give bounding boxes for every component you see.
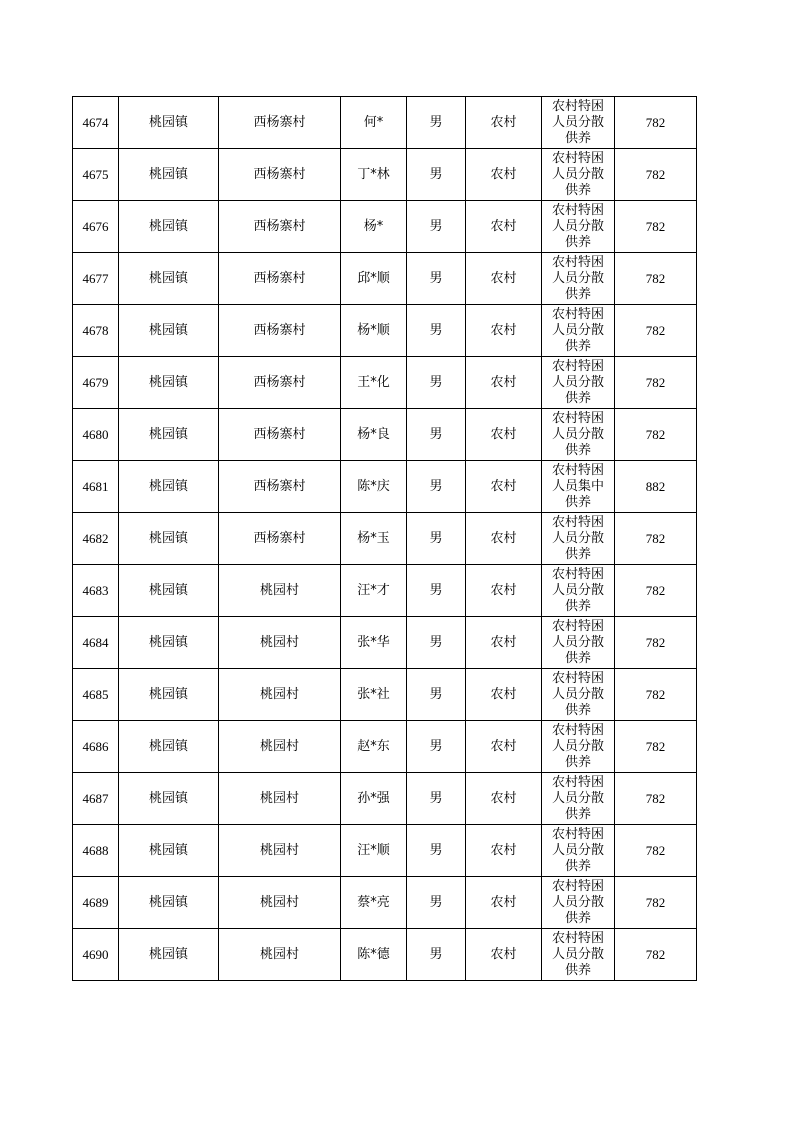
category-cell [542,253,615,305]
table-row [73,929,697,981]
village-cell: 桃园村 [219,617,341,669]
name-cell: 何* [341,97,407,149]
amount-cell: 782 [615,669,697,721]
category-cell [542,825,615,877]
area-cell: 农村 [466,461,542,513]
category-cell [542,773,615,825]
row-id-cell: 4683 [73,565,119,617]
gender-cell: 男 [407,825,466,877]
category-line: 人员分散 [551,686,604,702]
amount-cell: 782 [615,357,697,409]
town-cell: 桃园镇 [119,513,219,565]
row-id-cell: 4674 [73,97,119,149]
category-cell [542,929,615,981]
table-row [73,201,697,253]
category-line: 人员分散 [551,842,604,858]
category-line: 供养 [564,130,591,146]
gender-cell: 男 [407,305,466,357]
name-cell: 张*华 [341,617,407,669]
category-line: 供养 [564,806,591,822]
name-cell: 陈*庆 [341,461,407,513]
category-cell [542,721,615,773]
amount-cell: 782 [615,877,697,929]
village-cell: 西杨寨村 [219,357,341,409]
row-id-cell: 4684 [73,617,119,669]
gender-cell: 男 [407,513,466,565]
category-cell [542,877,615,929]
amount-cell: 782 [615,409,697,461]
category-line: 人员集中 [551,478,604,494]
amount-cell: 782 [615,565,697,617]
category-line: 农村特困 [551,462,604,478]
town-cell: 桃园镇 [119,149,219,201]
table-row [73,513,697,565]
category-line: 农村特困 [551,774,604,790]
town-cell: 桃园镇 [119,357,219,409]
category-line: 人员分散 [551,270,604,286]
table-row [73,253,697,305]
gender-cell: 男 [407,877,466,929]
village-cell: 西杨寨村 [219,201,341,253]
gender-cell: 男 [407,721,466,773]
category-line: 供养 [564,702,591,718]
category-cell [542,565,615,617]
row-id-cell: 4676 [73,201,119,253]
category-line: 农村特困 [551,254,604,270]
category-cell [542,149,615,201]
name-cell: 孙*强 [341,773,407,825]
town-cell: 桃园镇 [119,825,219,877]
amount-cell: 782 [615,305,697,357]
name-cell: 杨* [341,201,407,253]
category-line: 人员分散 [551,634,604,650]
gender-cell: 男 [407,201,466,253]
village-cell: 西杨寨村 [219,253,341,305]
town-cell: 桃园镇 [119,669,219,721]
area-cell: 农村 [466,877,542,929]
table-row [73,617,697,669]
row-id-cell: 4681 [73,461,119,513]
category-line: 供养 [564,962,591,978]
town-cell: 桃园镇 [119,929,219,981]
category-line: 供养 [564,390,591,406]
row-id-cell: 4675 [73,149,119,201]
gender-cell: 男 [407,97,466,149]
village-cell: 西杨寨村 [219,149,341,201]
village-cell: 桃园村 [219,669,341,721]
category-line: 人员分散 [551,738,604,754]
table-row [73,149,697,201]
category-line: 人员分散 [551,322,604,338]
table-row [73,565,697,617]
category-cell [542,201,615,253]
table-row [73,305,697,357]
gender-cell: 男 [407,253,466,305]
category-line: 农村特困 [551,514,604,530]
category-line: 人员分散 [551,114,604,130]
table-row [73,409,697,461]
category-line: 人员分散 [551,426,604,442]
town-cell: 桃园镇 [119,721,219,773]
category-line: 供养 [564,442,591,458]
amount-cell: 782 [615,773,697,825]
category-line: 供养 [564,286,591,302]
table-row [73,97,697,149]
category-line: 农村特困 [551,202,604,218]
name-cell: 杨*良 [341,409,407,461]
amount-cell: 782 [615,97,697,149]
records-table [72,96,697,981]
area-cell: 农村 [466,409,542,461]
town-cell: 桃园镇 [119,253,219,305]
area-cell: 农村 [466,357,542,409]
area-cell: 农村 [466,773,542,825]
category-line: 供养 [564,494,591,510]
category-cell [542,513,615,565]
row-id-cell: 4690 [73,929,119,981]
amount-cell: 782 [615,721,697,773]
name-cell: 杨*玉 [341,513,407,565]
category-line: 人员分散 [551,218,604,234]
village-cell: 西杨寨村 [219,97,341,149]
village-cell: 桃园村 [219,721,341,773]
town-cell: 桃园镇 [119,97,219,149]
category-cell [542,669,615,721]
village-cell: 桃园村 [219,773,341,825]
town-cell: 桃园镇 [119,565,219,617]
name-cell: 丁*林 [341,149,407,201]
amount-cell: 782 [615,825,697,877]
town-cell: 桃园镇 [119,773,219,825]
table-row [73,357,697,409]
amount-cell: 782 [615,253,697,305]
amount-cell: 782 [615,617,697,669]
table-row [73,669,697,721]
table-body [73,97,697,981]
category-line: 农村特困 [551,566,604,582]
town-cell: 桃园镇 [119,409,219,461]
row-id-cell: 4688 [73,825,119,877]
row-id-cell: 4677 [73,253,119,305]
town-cell: 桃园镇 [119,617,219,669]
table-row [73,877,697,929]
amount-cell: 782 [615,149,697,201]
category-line: 农村特困 [551,930,604,946]
village-cell: 桃园村 [219,825,341,877]
category-line: 供养 [564,650,591,666]
category-cell [542,461,615,513]
category-line: 人员分散 [551,946,604,962]
town-cell: 桃园镇 [119,877,219,929]
area-cell: 农村 [466,617,542,669]
gender-cell: 男 [407,409,466,461]
row-id-cell: 4686 [73,721,119,773]
gender-cell: 男 [407,357,466,409]
area-cell: 农村 [466,97,542,149]
category-line: 供养 [564,546,591,562]
area-cell: 农村 [466,513,542,565]
name-cell: 张*社 [341,669,407,721]
table-row [73,721,697,773]
category-line: 农村特困 [551,618,604,634]
village-cell: 桃园村 [219,929,341,981]
category-line: 人员分散 [551,374,604,390]
name-cell: 陈*德 [341,929,407,981]
town-cell: 桃园镇 [119,305,219,357]
category-cell [542,409,615,461]
category-line: 农村特困 [551,722,604,738]
gender-cell: 男 [407,617,466,669]
category-cell [542,617,615,669]
category-cell [542,97,615,149]
category-cell [542,357,615,409]
village-cell: 西杨寨村 [219,513,341,565]
name-cell: 蔡*亮 [341,877,407,929]
category-line: 农村特困 [551,358,604,374]
category-line: 人员分散 [551,790,604,806]
gender-cell: 男 [407,669,466,721]
area-cell: 农村 [466,721,542,773]
table-row [73,773,697,825]
village-cell: 西杨寨村 [219,461,341,513]
area-cell: 农村 [466,149,542,201]
area-cell: 农村 [466,669,542,721]
amount-cell: 882 [615,461,697,513]
name-cell: 杨*顺 [341,305,407,357]
category-line: 人员分散 [551,894,604,910]
gender-cell: 男 [407,565,466,617]
area-cell: 农村 [466,201,542,253]
category-line: 供养 [564,858,591,874]
category-line: 农村特困 [551,98,604,114]
category-line: 农村特困 [551,826,604,842]
row-id-cell: 4680 [73,409,119,461]
row-id-cell: 4685 [73,669,119,721]
category-line: 人员分散 [551,166,604,182]
category-line: 供养 [564,338,591,354]
category-line: 农村特困 [551,670,604,686]
amount-cell: 782 [615,201,697,253]
area-cell: 农村 [466,929,542,981]
category-line: 供养 [564,598,591,614]
category-line: 人员分散 [551,582,604,598]
row-id-cell: 4678 [73,305,119,357]
village-cell: 西杨寨村 [219,305,341,357]
gender-cell: 男 [407,149,466,201]
category-line: 供养 [564,182,591,198]
row-id-cell: 4682 [73,513,119,565]
category-line: 供养 [564,910,591,926]
category-line: 农村特困 [551,878,604,894]
gender-cell: 男 [407,929,466,981]
table-row [73,825,697,877]
row-id-cell: 4689 [73,877,119,929]
area-cell: 农村 [466,565,542,617]
gender-cell: 男 [407,461,466,513]
village-cell: 西杨寨村 [219,409,341,461]
name-cell: 邱*顺 [341,253,407,305]
gender-cell: 男 [407,773,466,825]
category-line: 农村特困 [551,410,604,426]
village-cell: 桃园村 [219,877,341,929]
town-cell: 桃园镇 [119,201,219,253]
amount-cell: 782 [615,513,697,565]
name-cell: 赵*东 [341,721,407,773]
amount-cell: 782 [615,929,697,981]
category-line: 供养 [564,234,591,250]
category-line: 供养 [564,754,591,770]
name-cell: 王*化 [341,357,407,409]
area-cell: 农村 [466,305,542,357]
town-cell: 桃园镇 [119,461,219,513]
category-line: 农村特困 [551,150,604,166]
name-cell: 汪*顺 [341,825,407,877]
category-line: 农村特困 [551,306,604,322]
village-cell: 桃园村 [219,565,341,617]
row-id-cell: 4679 [73,357,119,409]
name-cell: 汪*才 [341,565,407,617]
row-id-cell: 4687 [73,773,119,825]
area-cell: 农村 [466,253,542,305]
category-cell [542,305,615,357]
area-cell: 农村 [466,825,542,877]
table-row [73,461,697,513]
category-line: 人员分散 [551,530,604,546]
